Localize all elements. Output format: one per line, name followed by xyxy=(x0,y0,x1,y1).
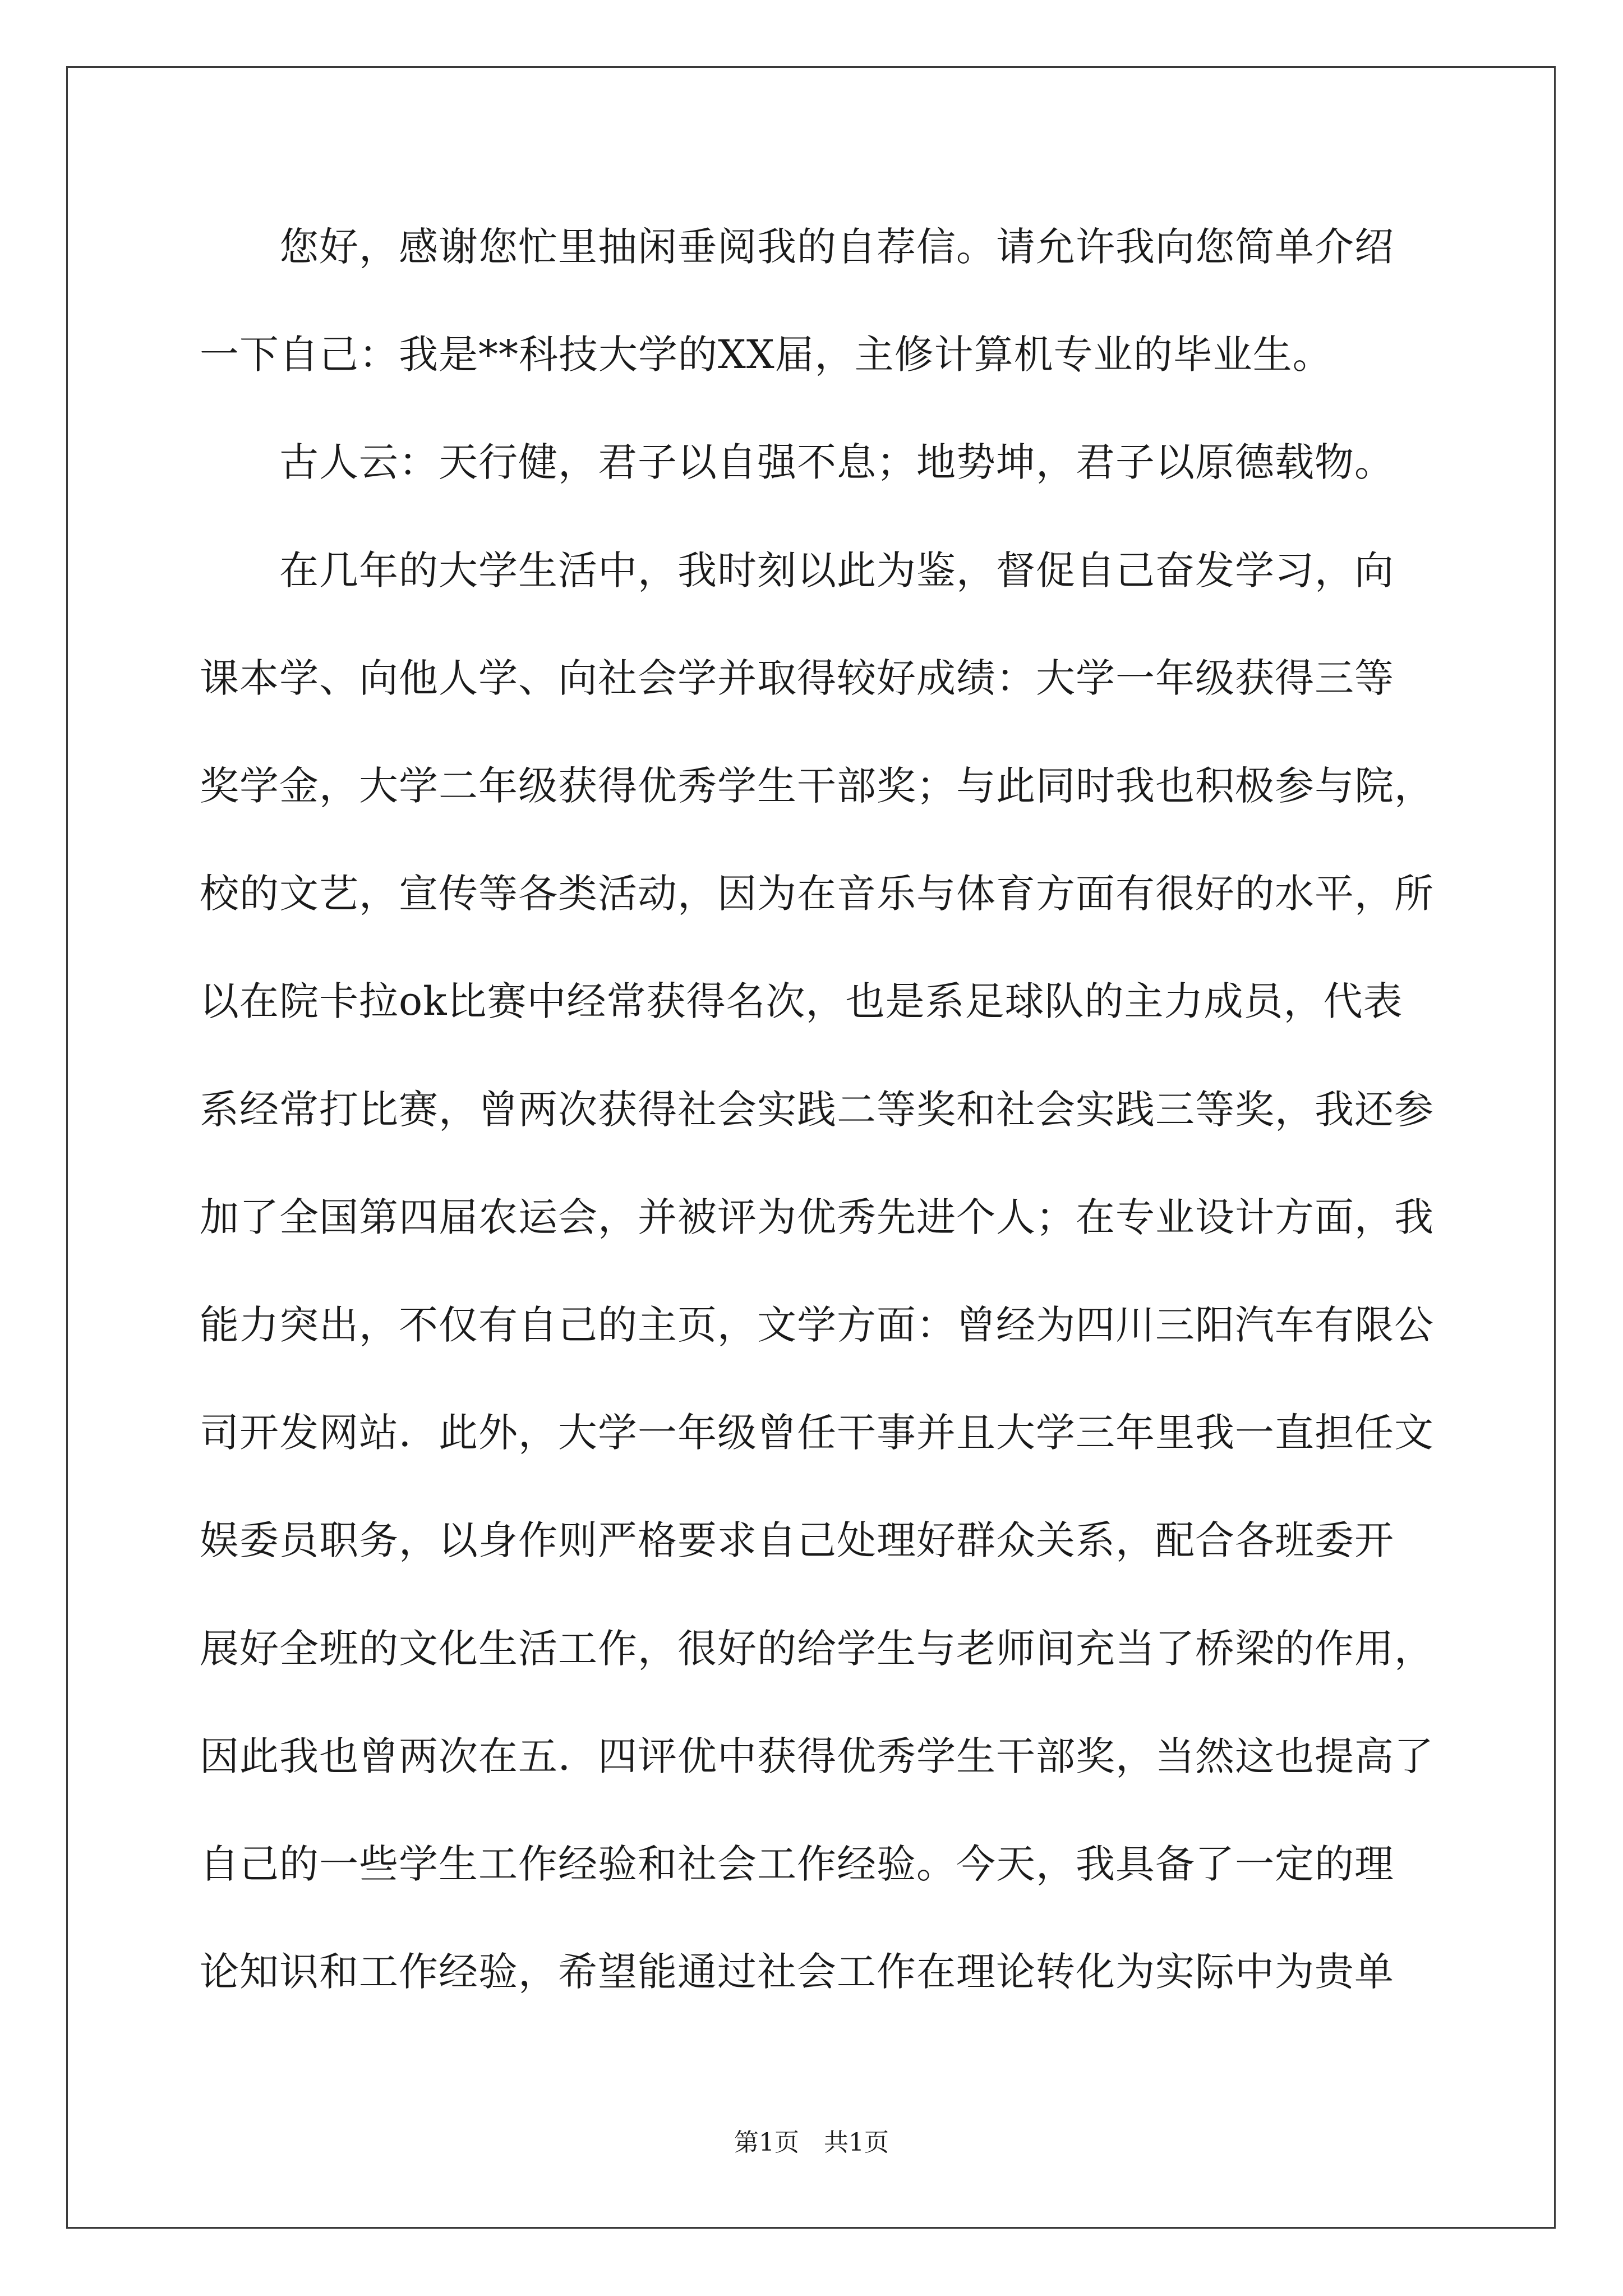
text-line: 在几年的大学生活中，我时刻以此为鉴，督促自己奋发学习，向 xyxy=(200,547,1394,593)
text-line: 因此我也曾两次在五．四评优中获得优秀学生干部奖，当然这也提高了 xyxy=(200,1733,1434,1779)
text-line: 古人云：天行健，君子以自强不息；地势坤，君子以原德载物。 xyxy=(200,439,1394,485)
text-line: 能力突出，不仅有自己的主页，文学方面：曾经为四川三阳汽车有限公 xyxy=(200,1302,1434,1348)
text-line: 您好，感谢您忙里抽闲垂阅我的自荐信。请允许我向您简单介绍 xyxy=(200,224,1394,270)
page-number: 第1页 共1页 xyxy=(734,2128,889,2157)
text-line: 一下自己：我是**科技大学的XX届，主修计算机专业的毕业生。 xyxy=(200,332,1332,378)
page-border xyxy=(66,66,1556,2229)
text-line: 司开发网站．此外，大学一年级曾任干事并且大学三年里我一直担任文 xyxy=(200,1410,1434,1456)
text-line: 展好全班的文化生活工作，很好的给学生与老师间充当了桥梁的作用， xyxy=(200,1626,1434,1672)
text-line: 娱委员职务，以身作则严格要求自己处理好群众关系，配合各班委开 xyxy=(200,1517,1394,1563)
text-line: 论知识和工作经验，希望能通过社会工作在理论转化为实际中为贵单 xyxy=(200,1949,1394,1995)
text-line: 自己的一些学生工作经验和社会工作经验。今天，我具备了一定的理 xyxy=(200,1841,1394,1887)
text-line: 以在院卡拉ok比赛中经常获得名次，也是系足球队的主力成员，代表 xyxy=(200,978,1403,1024)
text-line: 加了全国第四届农运会，并被评为优秀先进个人；在专业设计方面，我 xyxy=(200,1194,1434,1240)
text-line: 奖学金，大学二年级获得优秀学生干部奖；与此同时我也积极参与院， xyxy=(200,763,1434,809)
text-line: 课本学、向他人学、向社会学并取得较好成绩：大学一年级获得三等 xyxy=(200,655,1394,701)
text-line: 系经常打比赛，曾两次获得社会实践二等奖和社会实践三等奖，我还参 xyxy=(200,1087,1434,1133)
text-line: 校的文艺，宣传等各类活动，因为在音乐与体育方面有很好的水平，所 xyxy=(200,871,1434,917)
